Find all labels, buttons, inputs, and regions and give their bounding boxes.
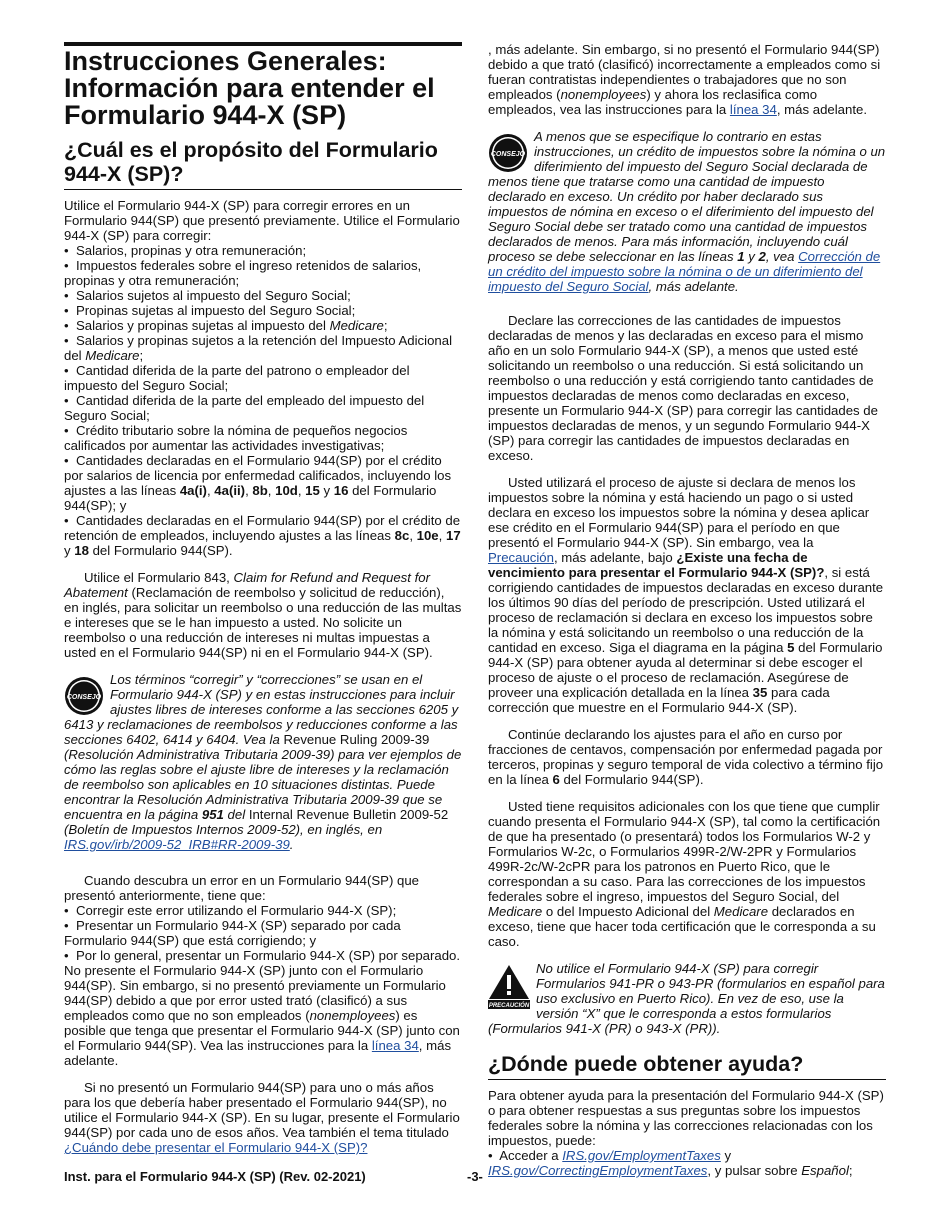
page-footer [64, 1169, 886, 1184]
list-item: • Acceder a IRS.gov/EmploymentTaxes y IRS.gov/CorrectingEmploymentTaxes, y pulsar sobre Español; [488, 1148, 853, 1178]
intro-paragraph: Utilice el Formulario 944-X (SP) para corregir errores en un Formulario 944(SP) que presentó previamente. Utilice el Formulario 944-X (SP) para corregir: [64, 198, 460, 243]
consejo-tip-icon [488, 133, 528, 173]
continued-paragraph: , más adelante. Sin embargo, si no presentó el Formulario 944(SP) debido a que trató (clasificó) incorrectamente a empleados como si fueran contratistas independientes o trabajadores que no son empleados (nonemployees) y ahora los reclasifica como empleados, vea las instrucciones para la línea 34, más adelante. [488, 42, 881, 117]
page-number: -3- [467, 1169, 483, 1184]
list-item: • Salarios sujetos al impuesto del Seguro Social; [64, 288, 351, 303]
irb-link[interactable]: IRS.gov/irb/2009-52_IRB#RR-2009-39 [64, 837, 290, 852]
form-843-paragraph: Utilice el Formulario 843, Claim for Refund and Request for Abatement (Reclamación de reembolso y solicitud de reducción), en inglés, para solicitar un reembolso o una reducción de las multas e intereses que se le han impuesto a usted. No solicite un reembolso o una reducción de intereses ni multas impuestas a usted en el Formulario 944(SP) ni en el Formulario 944-X (SP). [64, 570, 462, 660]
help-paragraph: Para obtener ayuda para la presentación del Formulario 944-X (SP) o para obtener respuestas a sus preguntas sobre los impuestos federales sobre la nómina y las correcciones relacionadas con los impuestos, puede: [488, 1088, 884, 1148]
left-column [64, 42, 462, 1155]
page-title: Instrucciones Generales: Información para entender el Formulario 944-X (SP) [64, 46, 435, 130]
credit-correction-link[interactable]: Corrección de un crédito del impuesto sobre la nómina o de un diferimiento del impuesto del Seguro Social [488, 249, 881, 294]
list-item: • Propinas sujetas al impuesto del Seguro Social; [64, 303, 356, 318]
list-item: • Cantidades declaradas en el Formulario 944(SP) por el crédito de retención de empleados, incluyendo ajustes a las líneas 8c, 10e, 17 y 18 del Formulario 944(SP). [64, 513, 461, 558]
list-item: • Salarios, propinas y otra remuneración; [64, 243, 307, 258]
footer-form-title: Inst. para el Formulario 944-X (SP) (Rev. 02-2021) [64, 1169, 366, 1184]
list-item: • Cantidad diferida de la parte del patrono o empleador del impuesto del Seguro Social; [64, 363, 410, 393]
employment-taxes-link[interactable]: IRS.gov/EmploymentTaxes [562, 1148, 721, 1163]
list-item: • Corregir este error utilizando el Formulario 944-X (SP); [64, 903, 397, 918]
list-item: • Cantidad diferida de la parte del empleado del impuesto del Seguro Social; [64, 393, 425, 423]
when-to-file-link[interactable]: ¿Cuándo debe presentar el Formulario 944-X (SP)? [64, 1140, 368, 1155]
not-filed-paragraph: Si no presentó un Formulario 944(SP) para uno o más años para los que debería haber presentado el Formulario 944(SP), no utilice el Formulario 944-X (SP). En su lugar, presente el Formulario 944(SP) por cada uno de esos años. Vea también el tema titulado ¿Cuándo debe presentar el Formulario 944-X (SP)? [64, 1080, 460, 1155]
linea-34-link[interactable]: línea 34 [371, 1038, 419, 1053]
list-item: • Cantidades declaradas en el Formulario 944(SP) por el crédito por salarios de licencia por enfermedad calificados, incluyendo los ajustes a las líneas 4a(i), 4a(ii), 8b, 10d, 15 y 16 del Formulario 944(SP); y [64, 453, 452, 513]
tip-note-2: CONSEJO A menos que se especifique lo contrario en estas instrucciones, un crédito de impuestos sobre la nómina o un diferimiento del impuesto del Seguro Social declarada de menos tiene que tratarse como una cantidad de impuesto declarado en exceso. Un crédito por haber declarado sus impuestos de nómina en exceso o el diferimiento del impuesto del Seguro Social debe ser tratado como una cantidad de impuestos declarados de menos. Para más información, incluyendo cuál proceso se debe seleccionar en las líneas 1 y 2, vea Corrección de un crédito del impuesto sobre la nómina o de un diferimiento del impuesto del Seguro Social, más adelante. [488, 129, 886, 294]
requirements-paragraph: Usted tiene requisitos adicionales con los que tiene que cumplir cuando presenta el Formulario 944-X (SP), tal como la certificación de que ha presentado (o presentará) todos los Formularios W-2 y Formularios W-2c, o Formularios 499R-2/W-2PR y Formularios 499R-2c/W-2cPR para los patronos en Puerto Rico, que le correspondan a su caso. Para las correcciones de los impuestos federales sobre el ingreso, impuestos del Seguro Social, del Medicare o del Impuesto Adicional del Medicare declarados en exceso, tiene que hacer toda certificación que le corresponda a su caso. [488, 799, 881, 949]
list-item: • Crédito tributario sobre la nómina de pequeños negocios calificados por aumentar las actividades investigativas; [64, 423, 408, 453]
precaucion-link[interactable]: Precaución [488, 550, 554, 565]
consejo-label: CONSEJO [66, 694, 102, 701]
continue-paragraph: Continúe declarando los ajustes para el año en curso por fracciones de centavos, compensación por enfermedad pagada por terceros, propinas y seguro temporal de vida colectivo a término fijo en la línea 6 del Formulario 944(SP). [488, 727, 884, 787]
caution-warning-icon [488, 963, 530, 1009]
correcting-employment-taxes-link[interactable]: IRS.gov/CorrectingEmploymentTaxes [488, 1163, 708, 1178]
tip-note-1: CONSEJO Los términos “corregir” y “correcciones” se usan en el Formulario 944-X (SP) y en estas instrucciones para incluir ajustes libres de intereses conforme a las secciones 6205 y 6413 y reclamaciones de reembolsos y reducciones conforme a las secciones 6402, 6414 y 6404. Vea la Revenue Ruling 2009-39 (Resolución Administrativa Tributaria 2009-39) para ver ejemplos de cómo las reglas sobre el ajuste libre de intereses y la reclamación de reembolso son aplicables en 10 situaciones distintas. Puede encontrar la Resolución Administrativa Tributaria 2009-39 que se encuentra en la página 951 del Internal Revenue Bulletin 2009-52 (Boletín de Impuestos Internos 2009-52), en inglés, en IRS.gov/irb/2009-52_IRB#RR-2009-39. [64, 672, 462, 852]
consejo-tip-icon [64, 676, 104, 716]
consejo-label: CONSEJO [490, 151, 526, 158]
section-heading-help: ¿Dónde puede obtener ayuda? [488, 1052, 886, 1080]
list-item: • Impuestos federales sobre el ingreso retenidos de salarios, propinas y otra remuneración; [64, 258, 422, 288]
caution-label: PRECAUCIÓN [488, 1003, 530, 1009]
adjustment-paragraph: Usted utilizará el proceso de ajuste si declara de menos los impuestos sobre la nómina y está haciendo un pago o si usted declara en exceso los impuestos sobre la nómina y desea aplicar ese crédito en el Formulario 944(SP) para el período en que presentó el Formulario 944-X (SP). Sin embargo, vea la Precaución, más adelante, bajo ¿Existe una fecha de vencimiento para presentar el Formulario 944-X (SP)?, si está corrigiendo cantidades de impuestos declaradas en exceso durante los últimos 90 días del período de prescripción. Usted utilizará el proceso de reclamación si declara en exceso los impuestos sobre la nómina y está solicitando un reembolso o una reducción de la cantidad en exceso. Siga el diagrama en la página 5 del Formulario 944-X (SP) para obtener ayuda al determinar si debe escoger el proceso de ajuste o el proceso de reclamación. Asegúrese de proveer una explicación detallada en la línea 35 para cada corrección que muestre en el Formulario 944-X (SP). [488, 475, 884, 715]
right-column [488, 42, 886, 1178]
section-heading-purpose: ¿Cuál es el propósito del Formulario 944-X (SP)? [64, 138, 462, 190]
declare-paragraph: Declare las correcciones de las cantidades de impuestos declaradas de menos y las declaradas en exceso para el mismo año en un solo Formulario 944-X (SP), a menos que usted esté solicitando un reembolso o una reducción. Si está solicitando un reembolso o una reducción y está corrigiendo tanto cantidades de impuestos declaradas de menos como declaradas en exceso, presente un Formulario 944-X (SP) para corregir las cantidades de impuestos declaradas de menos, y un segundo Formulario 944-X (SP) para corregir las cantidades de impuestos declaradas en exceso. [488, 313, 878, 463]
list-item: • Salarios y propinas sujetos a la retención del Impuesto Adicional del Medicare; [64, 333, 453, 363]
linea-34-link-2[interactable]: línea 34 [729, 102, 777, 117]
list-item: • Salarios y propinas sujetas al impuesto del Medicare; [64, 318, 388, 333]
caution-note: PRECAUCIÓN No utilice el Formulario 944-X (SP) para corregir Formularios 941-PR o 943-PR (formularios en español para uso exclusivo en Puerto Rico). En vez de eso, use la versión “X” que le corresponda a estos formularios (Formularios 941-X (PR) o 943-X (PR)). [488, 961, 885, 1036]
list-item: • Presentar un Formulario 944-X (SP) separado por cada Formulario 944(SP) que está corrigiendo; y [64, 918, 401, 948]
list-item: • Por lo general, presentar un Formulario 944-X (SP) por separado. No presente el Formulario 944-X (SP) junto con el Formulario 944(SP). Sin embargo, si no presentó previamente un Formulario 944(SP) debido a que por error usted trató (clasificó) a sus empleados como que no son empleados (nonemployees) es posible que tenga que presentar el Formulario 944-X (SP) junto con el Formulario 944(SP). Vea las instrucciones para la línea 34, más adelante. [64, 948, 461, 1068]
discover-error-paragraph: Cuando descubra un error en un Formulario 944(SP) que presentó anteriormente, tiene que: [64, 873, 420, 903]
